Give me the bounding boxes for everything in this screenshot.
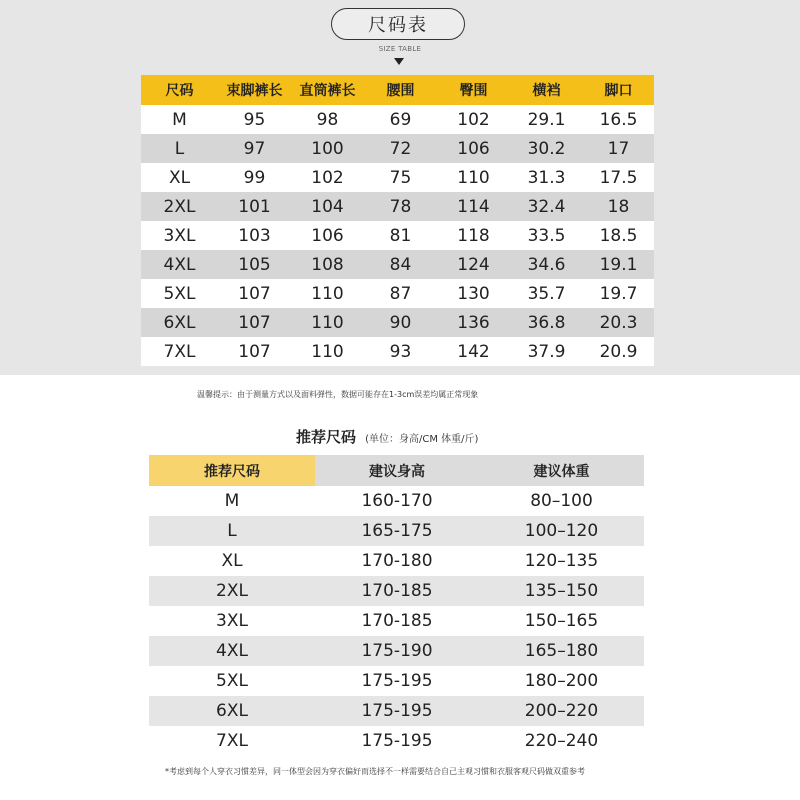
table-cell: 98 [316,109,339,130]
table-cell: 105 [238,254,271,275]
table-row [141,221,654,250]
table-cell: 78 [389,196,412,217]
recommend-unit: (单位：身高/CM 体重/斤) [365,434,479,445]
table-row [149,546,644,576]
table-cell: 104 [311,196,344,217]
table-cell: 106 [457,138,490,159]
table-cell: 110 [311,341,344,362]
recommend-heading [296,426,478,447]
table-row [149,726,644,756]
col-header: 脚口 [604,83,633,99]
table-cell: 84 [389,254,412,275]
table-cell: 87 [389,283,412,304]
table-cell: 103 [238,225,271,246]
table-cell: 175-190 [361,641,433,661]
table-cell: 33.5 [527,225,566,246]
table-row [141,105,654,134]
table-cell: 90 [389,312,412,333]
table-cell: 120–135 [524,551,599,571]
table-cell: 110 [457,167,490,188]
table-cell: 4XL [163,254,196,275]
table-cell: 175-195 [361,731,433,751]
table-cell: 124 [457,254,490,275]
col-header: 建议身高 [315,455,479,486]
table-cell: 170-180 [361,551,433,571]
table-cell: 101 [238,196,271,217]
table-cell: 108 [311,254,344,275]
col-header: 建议体重 [479,455,644,486]
table-cell: 135–150 [524,581,599,601]
measurement-note: 温馨提示：由于测量方式以及面料弹性，数据可能存在1-3cm误差均属正常现象 [197,390,479,399]
col-header: 直筒裤长 [299,83,356,99]
table-row [141,279,654,308]
table-cell: XL [168,167,191,188]
table-cell: 7XL [216,731,248,751]
table-cell: L [174,138,185,159]
table-cell: 2XL [163,196,196,217]
col-header: 臀围 [459,83,488,99]
table-cell: 180–200 [524,671,599,691]
table-cell: 93 [389,341,412,362]
col-header: 腰围 [386,83,415,99]
table-cell: 18.5 [599,225,638,246]
table-cell: 36.8 [527,312,566,333]
table-row [141,134,654,163]
table-cell: 6XL [163,312,196,333]
down-arrow-icon [394,58,404,65]
table-cell: 3XL [216,611,248,631]
table-cell: 107 [238,283,271,304]
table-row [141,192,654,221]
table-cell: 107 [238,312,271,333]
table-cell: 5XL [163,283,196,304]
table-cell: 95 [243,109,266,130]
table-cell: 118 [457,225,490,246]
table-cell: 97 [243,138,266,159]
table-row [149,636,644,666]
size-chart-title [331,8,465,40]
recommend-title: 推荐尺码 [296,428,357,446]
table-cell: 20.9 [599,341,638,362]
table-cell: XL [221,551,243,571]
table-cell: 107 [238,341,271,362]
table-cell: 150–165 [524,611,599,631]
table-row [141,337,654,366]
col-header: 尺码 [165,83,194,99]
recommend-table-header [149,455,644,486]
table-cell: 220–240 [524,731,599,751]
size-table-body [141,105,654,366]
table-cell: 19.1 [599,254,638,275]
table-cell: 136 [457,312,490,333]
table-cell: 81 [389,225,412,246]
table-cell: 110 [311,312,344,333]
table-cell: 75 [389,167,412,188]
table-cell: 17.5 [599,167,638,188]
table-cell: 7XL [163,341,196,362]
table-cell: 35.7 [527,283,566,304]
table-cell: 175-195 [361,701,433,721]
table-cell: 18 [607,196,630,217]
table-row [149,516,644,546]
table-cell: 170-185 [361,611,433,631]
table-row [141,163,654,192]
table-cell: 17 [607,138,630,159]
col-header: 推荐尺码 [149,455,315,486]
table-cell: 130 [457,283,490,304]
table-cell: 102 [457,109,490,130]
table-cell: 69 [389,109,412,130]
table-cell: 37.9 [527,341,566,362]
table-cell: 114 [457,196,490,217]
table-cell: 80–100 [530,491,593,511]
table-cell: 165–180 [524,641,599,661]
table-cell: M [172,109,187,130]
table-row [149,486,644,516]
recommend-table [149,455,644,756]
table-row [149,696,644,726]
table-cell: 30.2 [527,138,566,159]
table-cell: 170-185 [361,581,433,601]
table-cell: 160-170 [361,491,433,511]
table-cell: 110 [311,283,344,304]
table-cell: 106 [311,225,344,246]
table-cell: 2XL [216,581,248,601]
size-table-header [141,75,654,105]
table-row [141,308,654,337]
table-cell: 100 [311,138,344,159]
table-cell: 200–220 [524,701,599,721]
table-cell: L [227,521,237,541]
table-cell: 175-195 [361,671,433,691]
table-row [149,666,644,696]
size-table [141,75,654,366]
table-cell: 19.7 [599,283,638,304]
table-cell: 6XL [216,701,248,721]
table-cell: 72 [389,138,412,159]
table-row [149,576,644,606]
table-cell: 102 [311,167,344,188]
table-row [141,250,654,279]
table-cell: 4XL [216,641,248,661]
table-cell: 16.5 [599,109,638,130]
table-row [149,606,644,636]
table-cell: M [224,491,240,511]
fit-note: *考虑到每个人穿衣习惯差异，同一体型会因为穿衣偏好而选择不一样需要结合自己主观习惯和衣服客观尺码做双重参考 [165,767,585,776]
table-cell: 165-175 [361,521,433,541]
table-cell: 3XL [163,225,196,246]
col-header: 束脚裤长 [226,83,283,99]
table-cell: 20.3 [599,312,638,333]
table-cell: 32.4 [527,196,566,217]
col-header: 横裆 [532,83,561,99]
table-cell: 29.1 [527,109,566,130]
table-cell: 99 [243,167,266,188]
table-cell: 34.6 [527,254,566,275]
size-chart-title-text: 尺码表 [368,15,428,36]
table-cell: 5XL [216,671,248,691]
table-cell: 100–120 [524,521,599,541]
table-cell: 142 [457,341,490,362]
table-cell: 31.3 [527,167,566,188]
recommend-table-body [149,486,644,756]
size-table-subtitle: SIZE TABLE [378,45,422,53]
